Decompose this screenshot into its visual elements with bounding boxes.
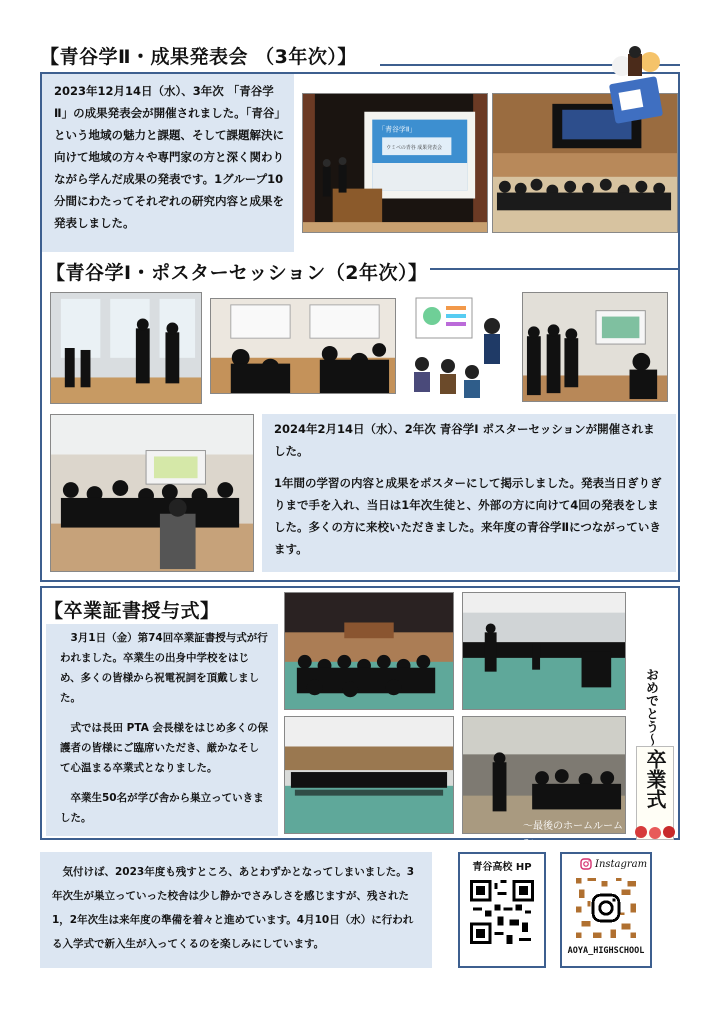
- instagram-qr-code[interactable]: [576, 878, 636, 938]
- instagram-header: [580, 858, 647, 870]
- presentation-stage-photo: [302, 93, 488, 233]
- last-homeroom-caption: ～最後のホームルーム～: [523, 821, 623, 847]
- flower-decoration: [633, 823, 679, 841]
- section2-paragraph-1: 2024年2月14日（水）、2年次 青谷学Ⅰ ポスターセッションが開催されました。: [274, 422, 655, 458]
- section2-heading: 【青谷学Ⅰ・ポスターセッション（2年次）】: [46, 258, 432, 285]
- section3-paragraph-2: 式では長田 PTA 会長様をはじめ多くの保護者の皆様にご臨席いただき、厳かなそして心温まる卒業式となりました。: [60, 722, 268, 774]
- craft-object-image: [598, 42, 676, 126]
- section3-textbox: [46, 624, 278, 836]
- footer-paragraph: 気付けば、2023年度も残すところ、あとわずかとなってしまいました。3年次生が巣立っていった校舎は少し静かでさみしさを感じますが、残された1，2年次生は来年度の準備を着々と進めています。4月10日（水）に行われる入学式で新入生が入ってくるのを楽しみにしています。: [52, 866, 415, 950]
- graduation-banner: [636, 746, 674, 840]
- instagram-qr-block: [560, 852, 652, 968]
- poster-session-photo-2: [210, 298, 396, 394]
- congratulations-vertical-text: おめでとう～: [643, 668, 658, 746]
- instagram-handle: AOYA_HIGHSCHOOL: [567, 946, 645, 956]
- section2-textbox: [262, 414, 676, 572]
- poster-session-photo-3: [522, 292, 668, 402]
- presentation-screen-title: 「青谷学Ⅱ」: [378, 125, 417, 134]
- section2-paragraph-2: 1年間の学習の内容と成果をポスターにして掲示しました。発表当日ぎりぎりまで手を入れ、当日は1年次生徒と、外部の方に向けて4回の発表をしました。多くの方に来校いただきました。来年度の青谷学Ⅱにつながっていきます。: [274, 476, 662, 556]
- poster-session-photo-1: [50, 292, 202, 404]
- section1-textbox: [42, 74, 294, 252]
- section2-heading-underline: [430, 268, 680, 270]
- section3-heading: 【卒業証書授与式】: [44, 600, 220, 622]
- last-homeroom-photo: [462, 716, 626, 847]
- presentation-screen-subtitle: ウミベの青谷 成果発表会: [386, 145, 442, 152]
- footer-textbox: [40, 852, 432, 968]
- graduation-hall-photo-1: [284, 592, 454, 710]
- poster-session-photo-4: [50, 414, 254, 572]
- graduation-gym-photo: [284, 716, 454, 834]
- graduation-hall-photo-2: [462, 592, 626, 710]
- instagram-icon: [580, 858, 592, 870]
- section3-paragraph-3: 卒業生50名が学び舎から巣立っていきました。: [60, 792, 264, 824]
- hp-qr-block: [458, 852, 546, 968]
- poster-illustration: [404, 292, 514, 402]
- graduation-banner-text: 卒業式: [643, 749, 667, 809]
- section1-heading: 【青谷学Ⅱ・成果発表会 （3年次）】: [40, 46, 357, 68]
- hp-qr-code[interactable]: [470, 880, 534, 944]
- instagram-label: Instagram: [595, 858, 648, 870]
- section3-paragraph-1: 3月1日（金）第74回卒業証書授与式が行われました。卒業生の出身中学校をはじめ、多くの皆様から祝電祝詞を頂戴しました。: [60, 632, 268, 704]
- section1-paragraph: 2023年12月14日（水）、3年次 「青谷学Ⅱ」の成果発表会が開催されました。「青谷」という地域の魅力と課題、そして課題解決に向けて地域の方々や専門家の方と深く関わりながら学んだ成果の発表です。1グループ10分間にわたってそれぞれの研究内容と成果を発表しました。: [54, 84, 284, 230]
- hp-label: 青谷高校 HP: [472, 862, 532, 873]
